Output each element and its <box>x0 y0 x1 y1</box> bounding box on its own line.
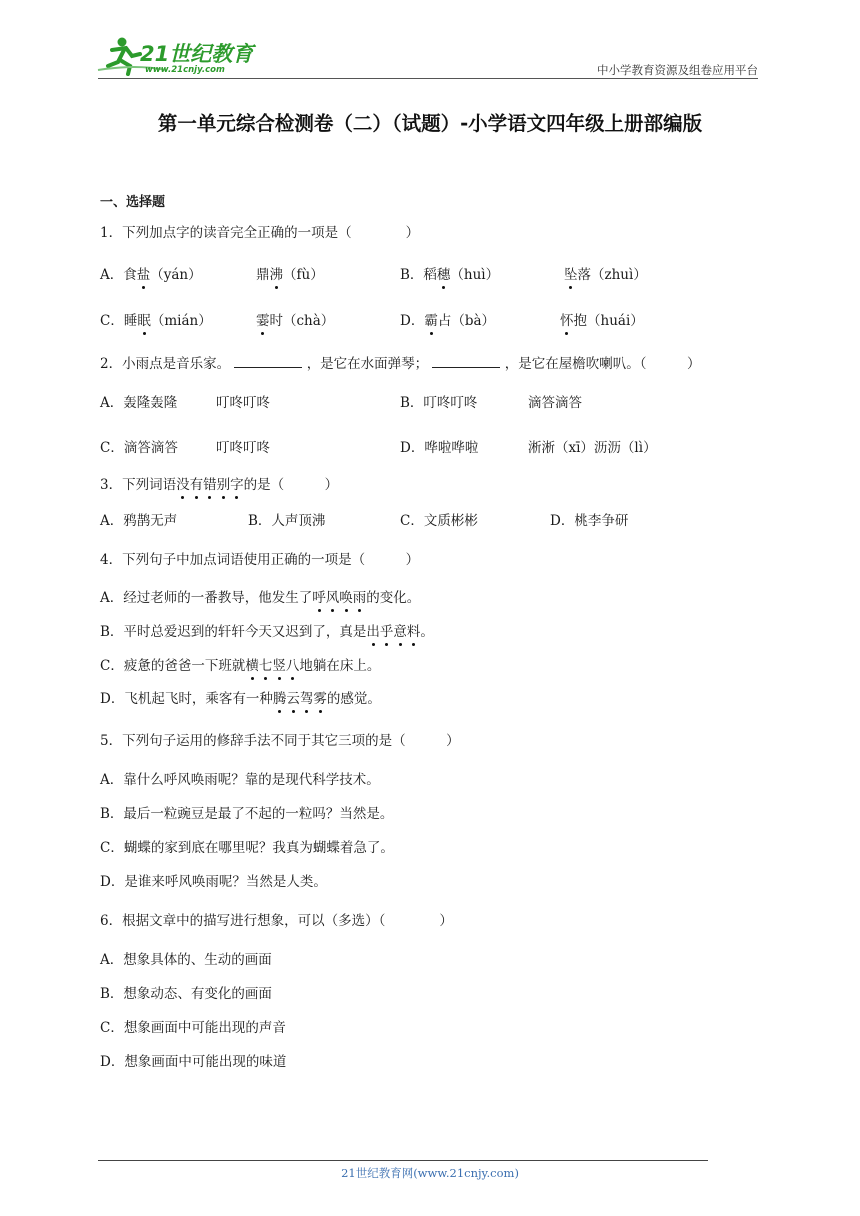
dotted-char: 意 <box>393 624 407 640</box>
q5-option-b: B．最后一粒豌豆是最了不起的一粒吗？当然是。 <box>100 806 394 822</box>
dotted-char: 坠 <box>564 267 578 283</box>
page-title: 第一单元综合检测卷（二）（试题）-小学语文四年级上册部编版 <box>157 112 703 135</box>
q1-option-b-second: 坠落（zhuì） <box>564 267 647 283</box>
dotted-char: 穗 <box>436 267 451 283</box>
q2-option-c: C．滴答滴答 <box>100 440 178 456</box>
dotted-char: 雨 <box>352 590 367 606</box>
dotted-char: 呼 <box>312 590 326 606</box>
dotted-char: 云 <box>286 691 300 707</box>
dotted-char: 唤 <box>339 590 353 606</box>
dotted-char: 驾 <box>299 691 314 707</box>
q3-option-b: B．人声顶沸 <box>248 513 326 529</box>
q1-option-c-second: 霎时（chà） <box>256 313 335 329</box>
q3-option-c: C．文质彬彬 <box>400 513 478 529</box>
dotted-char: 出 <box>366 624 380 640</box>
q1-option-c: C．睡眠（mián） <box>100 313 212 329</box>
q1-option-b: B．稻穗（huì） <box>400 267 500 283</box>
dotted-char: 乎 <box>379 624 394 640</box>
dotted-char: 竖 <box>272 658 286 674</box>
logo-url: www.21cnjy.com <box>145 65 225 75</box>
dotted-char: 盐 <box>136 267 151 283</box>
q6-option-c: C．想象画面中可能出现的声音 <box>100 1020 286 1036</box>
q6-option-b: B．想象动态、有变化的画面 <box>100 986 272 1002</box>
q6-stem: 6．根据文章中的描写进行想象，可以（多选）（ ） <box>100 913 453 929</box>
q4-option-d: D．飞机起飞时，乘客有一种腾云驾雾的感觉。 <box>100 691 381 707</box>
q5-option-c: C．蝴蝶的家到底在哪里呢？我真为蝴蝶着急了。 <box>100 840 394 856</box>
dotted-char: 风 <box>325 590 340 606</box>
option-label: B． <box>400 267 424 283</box>
q2-stem: 2．小雨点是音乐家。 ，是它在水面弹琴； ，是它在屋檐吹喇叭。（ ） <box>100 356 701 372</box>
q6-option-a: A．想象具体的、生动的画面 <box>100 952 272 968</box>
q3-option-d: D．桃李争研 <box>550 513 629 529</box>
dotted-char: 八 <box>285 658 300 674</box>
dotted-char: 七 <box>258 658 273 674</box>
dotted-char: 霸 <box>424 313 438 329</box>
q1-stem: 1．下列加点字的读音完全正确的一项是（ ） <box>100 225 420 241</box>
q1-option-d-second: 怀抱（huái） <box>560 313 644 329</box>
header-divider <box>98 78 758 79</box>
answer-blank <box>234 354 302 368</box>
dotted-phrase <box>245 658 299 674</box>
q2-option-d: D．哗啦哗啦 <box>400 440 479 456</box>
q4-option-b: B．平时总爱迟到的轩轩今天又迟到了，真是出乎意料。 <box>100 624 434 640</box>
q6-option-d: D．想象画面中可能出现的味道 <box>100 1054 287 1070</box>
q4-option-c: C．疲惫的爸爸一下班就横七竖八地躺在床上。 <box>100 658 381 674</box>
q3-option-a: A．鸦鹊无声 <box>100 513 178 529</box>
dotted-char: 别 <box>216 477 231 493</box>
q1-option-a: A．食盐（yán） <box>100 267 202 283</box>
dotted-phrase <box>366 624 420 640</box>
dotted-char: 没 <box>176 477 190 493</box>
dotted-phrase <box>176 477 244 493</box>
dotted-phrase <box>312 590 366 606</box>
dotted-phrase <box>273 691 327 707</box>
q5-option-a: A．靠什么呼风唤雨呢？靠的是现代科学技术。 <box>100 772 380 788</box>
dotted-char: 字 <box>230 477 244 493</box>
footer-divider <box>98 1160 708 1161</box>
q4-stem: 4．下列句子中加点词语使用正确的一项是（ ） <box>100 552 420 568</box>
logo-text: 21世纪教育 <box>140 42 254 66</box>
footer-link[interactable]: 21世纪教育网(www.21cnjy.com) <box>341 1166 519 1180</box>
platform-name: 中小学教育资源及组卷应用平台 <box>597 63 758 77</box>
q1-option-a-second: 鼎沸（fù） <box>256 267 324 283</box>
dotted-char: 雾 <box>313 691 327 707</box>
q5-option-d: D．是谁来呼风唤雨呢？当然是人类。 <box>100 874 327 890</box>
option-label: D． <box>400 313 425 329</box>
dotted-char: 怀 <box>560 313 574 329</box>
q2-option-d-second: 淅淅（xī）沥沥（lì） <box>528 440 657 456</box>
dotted-char: 有 <box>189 477 204 493</box>
dotted-char: 错 <box>203 477 217 493</box>
dotted-char: 腾 <box>272 691 287 707</box>
q2-option-a: A．轰隆轰隆 <box>100 395 178 411</box>
dotted-char: 料 <box>406 624 421 640</box>
q2-option-b: B．叮咚叮咚 <box>400 395 478 411</box>
q2-option-a-second: 叮咚叮咚 <box>216 395 270 411</box>
dotted-char: 横 <box>245 658 259 674</box>
q1-option-d: D．霸占（bà） <box>400 313 496 329</box>
dotted-char: 眠 <box>137 313 151 329</box>
q5-stem: 5．下列句子运用的修辞手法不同于其它三项的是（ ） <box>100 733 460 749</box>
q2-option-b-second: 滴答滴答 <box>528 395 582 411</box>
option-label: A． <box>100 267 124 283</box>
q4-option-a: A．经过老师的一番教导，他发生了呼风唤雨的变化。 <box>100 590 421 606</box>
dotted-char: 霎 <box>256 313 270 329</box>
dotted-char: 沸 <box>269 267 283 283</box>
option-label: C． <box>100 313 124 329</box>
q3-stem: 3．下列词语没有错别字的是（ ） <box>100 477 339 493</box>
answer-blank <box>432 354 500 368</box>
section-heading: 一、选择题 <box>100 195 166 210</box>
q2-option-c-second: 叮咚叮咚 <box>216 440 270 456</box>
